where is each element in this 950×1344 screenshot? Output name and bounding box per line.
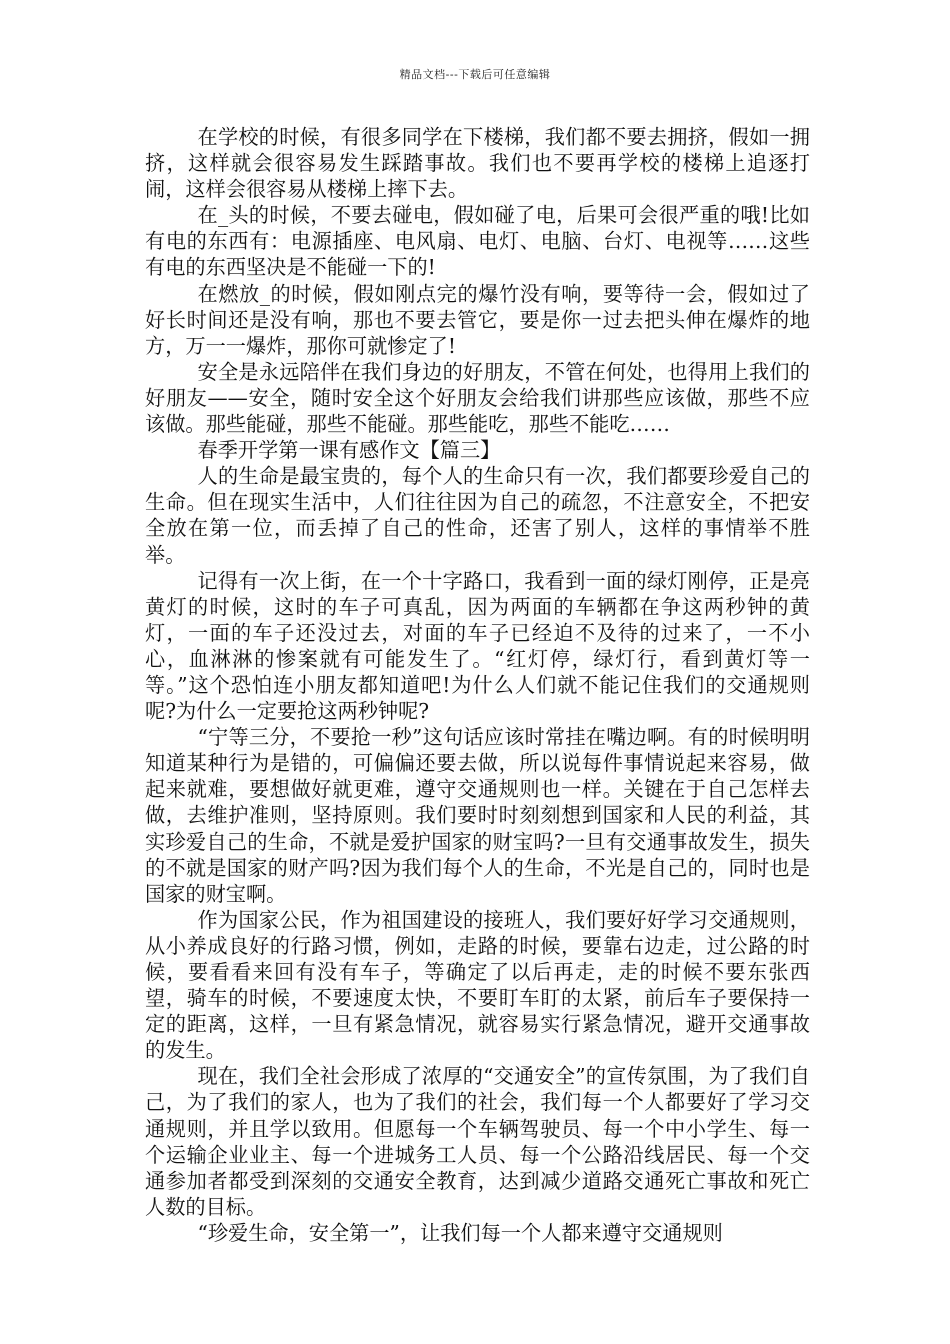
paragraph-society-atmosphere: 现在，我们全社会形成了浓厚的“交通安全”的宣传氛围，为了我们自己，为了我们的家人，也为了我们的社会，我们每一个人都要好了学习交通规则，并且学以致用。但愿每一个车辆驾驶员、每一个中小学生、每一个运输企业业主、每一个进城务工人员、每一个公路沿线居民、每一个交通参加者都受到深刻的交通安全教育，达到减少道路交通死亡事故和死亡人数的目标。 xyxy=(145,1064,810,1219)
section-heading: 春季开学第一课有感作文【篇三】 xyxy=(197,438,501,463)
paragraph-wait-three-minutes: “宁等三分，不要抢一秒”这句话应该时常挂在嘴边啊。有的时候明明知道某种行为是错的，可偏偏还要去做，所以说每件事情说起来容易，做起来就难，要想做好就更难，遵守交通规则也一样。关键在于自己怎样去做，去维护准则，坚持原则。我们要时时刻刻想到国家和人民的利益，其实珍爱自己的生命，不就是爱护国家的财宝吗?一旦有交通事故发生，损失的不就是国家的财产吗?因为我们每个人的生命，不光是自己的，同时也是国家的财宝啊。 xyxy=(145,725,810,906)
paragraph-safety-friend: 安全是永远陪伴在我们身边的好朋友，不管在何处，也得用上我们的好朋友——安全，随时安全这个好朋友会给我们讲那些应该做，那些不应该做。那些能碰，那些不能碰。那些能吃，那些不能吃…… xyxy=(145,359,810,437)
page-header: 精品文档---下载后可任意编辑 xyxy=(399,68,551,81)
paragraph-citizen-duty: 作为国家公民，作为祖国建设的接班人，我们要好好学习交通规则，从小养成良好的行路习惯，例如，走路的时候，要靠右边走，过公路的时候，要看看来回有没有车子，等确定了以后再走，走的时候不要东张西望，骑车的时候，不要速度太快，不要盯车盯的太紧，前后车子要保持一定的距离，这样，一旦有紧急情况，就容易实行紧急情况，避开交通事故的发生。 xyxy=(145,907,810,1063)
paragraph-crossroad-story: 记得有一次上街，在一个十字路口，我看到一面的绿灯刚停，正是亮黄灯的时候，这时的车子可真乱，因为两面的车辆都在争这两秒钟的黄灯，一面的车子还没过去，对面的车子已经迫不及待的过来了，一不小心，血淋淋的惨案就有可能发生了。“红灯停，绿灯行，看到黄灯等一等。”这个恐怕连小朋友都知道吧!为什么人们就不能记住我们的交通规则呢?为什么一定要抢这两秒钟呢? xyxy=(145,568,810,724)
document-body xyxy=(145,124,810,1246)
paragraph-firecracker-safety: 在燃放_的时候，假如刚点完的爆竹没有响，要等待一会，假如过了好长时间还是没有响，那也不要去管它，要是你一过去把头伸在爆炸的地方，万一一爆炸，那你可就惨定了! xyxy=(145,281,810,358)
paragraph-life-precious: 人的生命是最宝贵的，每个人的生命只有一次，我们都要珍爱自己的生命。但在现实生活中，人们往往因为自己的疏忽，不注意安全，不把安全放在第一位，而丢掉了自己的性命，还害了别人，这样的事情举不胜举。 xyxy=(145,464,810,567)
paragraph-stairs-safety: 在学校的时候，有很多同学在下楼梯，我们都不要去拥挤，假如一拥挤，这样就会很容易发生踩踏事故。我们也不要再学校的楼梯上追逐打闹，这样会很容易从楼梯上摔下去。 xyxy=(145,125,810,202)
paragraph-closing: “珍爱生命，安全第一”，让我们每一个人都来遵守交通规则 xyxy=(197,1220,723,1245)
paragraph-electricity-safety: 在_头的时候，不要去碰电，假如碰了电，后果可会很严重的哦!比如有电的东西有：电源插座、电风扇、电灯、电脑、台灯、电视等……这些有电的东西坚决是不能碰一下的! xyxy=(145,203,810,280)
